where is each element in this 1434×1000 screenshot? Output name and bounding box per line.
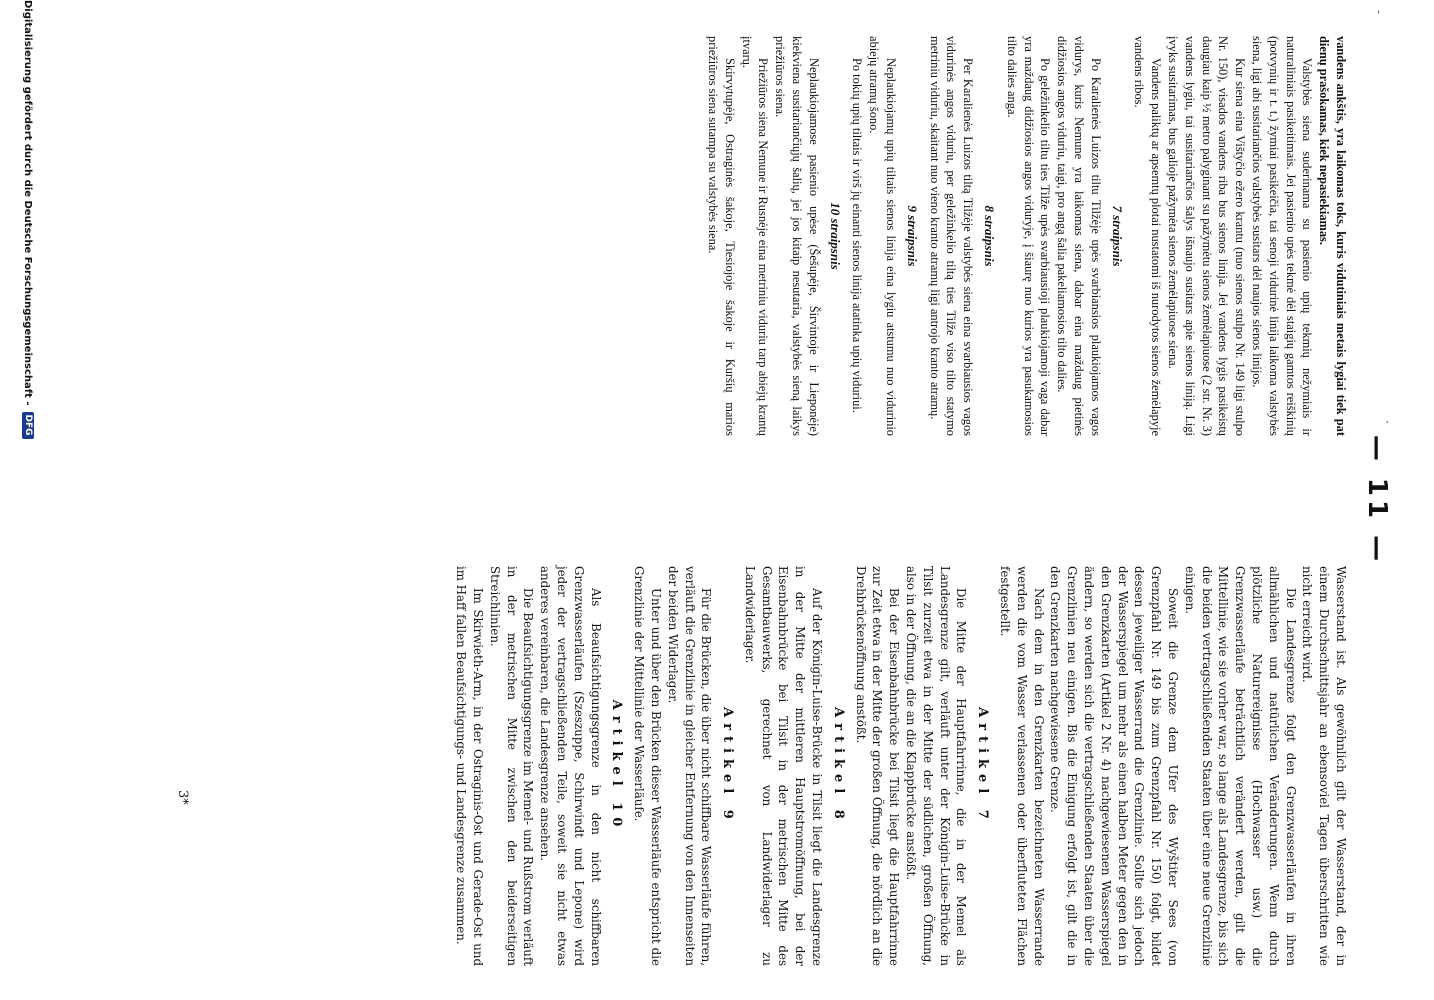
de-intro: Wasserstand ist. Als gewöhnlich gilt der Wasserstand, der in einem Durchschnittsjahr an ebensoviel Tagen überschritten wie nicht erreicht wird. [1300, 566, 1348, 966]
decorative-dash: - [1372, 10, 1386, 15]
de-paragraph: Die Mitte der Hauptfahrrinne, die in der Memel als Landesgrenze gilt, verläuft unter der Königin-Luise-Brücke in Tilsit zurzeit etwa in der Mitte der südlichen, großen Öffnung, also in der Öffnung, die an die Klappbrücke anstößt. [904, 566, 969, 966]
lt-paragraph: Po Karalienės Luizos tiltu Tilžėje upės svarbiansios plaukiojamos vagos vidurys, kuris Nemune yra laikomas siena, dabar eina maždaug pietinės didžiosios angos viduriu, taigi, pro angą šalia pakeliamosios tilto dalies. [1055, 36, 1103, 436]
de-paragraph: Im Skirwieth-Arm, in der Ostraginis-Ost und Gerade-Ost und im Haff fallen Beaufsichtigungs- und Landesgrenze zusammen. [454, 566, 485, 966]
lt-heading-7: 7 straipsnis [1109, 205, 1125, 267]
lithuanian-column [704, 36, 1349, 436]
lt-paragraph: Po tokių upių tiltais ir virš jų einanti sienos linija atatinka upių viduriui. [850, 58, 865, 413]
lt-paragraph: Skirvytupėje, Ostraginės šakoje, Tiesiojoje šakoje ir Kuršių marios priežiūros siena sutampa su valstybės siena. [706, 36, 737, 436]
german-column [452, 566, 1349, 966]
lt-paragraph: Neplaukiojamų upių tiltais sienos linija eina lygiu atstumu nuo vidurinio abiejų atramų šono. [867, 36, 899, 436]
de-paragraph: Als Beaufsichtigungsgrenze in den nicht schiffbaren Grenzwasserläufen (Szeszuppe, Schirwindt und Lepone) wird jeder der vertragschließenden Teile, soweit sie nicht etwas anderes vereinbaren, die Landesgrenze ansehen. [538, 566, 603, 966]
de-paragraph: Für die Brücken, die über nicht schiffbare Wasserläufe führen, verläuft die Grenzlinie in gleicher Entfernung von den Innenseiten der beiden Widerlager. [665, 566, 714, 966]
lt-heading-9: 9 straipsnis [904, 205, 920, 267]
de-paragraph: Die Landesgrenze folgt den Grenzwasserläufen in ihren allmählichen und natürlichen Veränderungen. Wenn durch plötzliche Naturereignisse (Hochwasser usw.) die Grenzwasserläufe beträchtlich verändert werden, gilt die Mittellinie, wie sie vorher war, so lange als Landesgrenze, bis sich die beiden vertragschließenden Staaten über eine neue Grenzlinie einigen. [1182, 566, 1298, 966]
lt-paragraph: Kur siena eina Vištyčio ežero krantu (nuo sienos stulpo Nr. 149 ligi stulpo Nr. 150), visados vandens riba bus sienos linija. Jei vandens lygis pasikeistų daugiau kaip ½ metro palyginant su pažymėtu sienos žemėlapiuose (2 str. Nr. 3) vandens lygiu, tai susitariančios šalys išnaujo susitars apie sienos liniją. Ligi įvyks susitarimas, bus galioje pažymėta sienos žemėlapiuose siena. [1166, 36, 1248, 436]
lt-paragraph: Vandens paliktų ar apsemtų plotai nustatomi iš nurodytos sienos žemėlapyje vandens ribos. [1132, 36, 1164, 436]
de-paragraph: Auf der Königin-Luise-Brücke in Tilsit liegt die Landesgrenze in der Mitte der mittleren Hauptstromöffnung, bei der Eisenbahnbrücke bei Tilsit in der metrischen Mitte des Gesamtbauwerks, gerechnet von Landwiderlager zu Landwiderlager. [742, 566, 825, 966]
digitization-note: Digitalisierung gefördert durch die Deutsche Forschungsgemeinschaft - [22, 0, 34, 406]
signature-mark: 3* [175, 790, 190, 805]
de-paragraph: Bei der Eisenbahnbrücke bei Tilsit liegt die Hauptfahrrinne zur Zeit etwa in der Mitte der großen Öffnung, die nördlich an die Drehbrückenöffnung anstößt. [853, 566, 902, 966]
de-heading-10: Artikel 10 [609, 699, 625, 833]
lt-paragraph: Valstybės siena suderinama su pasienio upių tekmių nežymiais ir naturaliniais pasikeitimais. Jei pasienio upės tekmė dėl staigių gamtos reiškinių (potvynių ir t. t.) žymiai pasikeičia, tai senoji vidurinė linija laikoma valstybės siena, ligi abi susitariančios valstybės susitars dėl naujos sienos linijos. [1250, 36, 1315, 436]
de-heading-8: Artikel 8 [830, 707, 846, 825]
page-number: — 11 — [1362, 434, 1392, 566]
lt-intro: vandens ankštis, yra laikomas toks, kuris vidutiniais metais lygiai tiek pat dienų prašokamas, kiek nepasiekiamas. [1317, 36, 1348, 436]
de-heading-7: Artikel 7 [975, 707, 991, 825]
digitization-footer [22, 0, 34, 1000]
lt-paragraph: Po geležinkelio tiltu ties Tilže upės svarbiausioji plaukiojamoji vaga dabar yra maždaug didžiosios angos viduryje, į šiaurę nuo kurios yra pasukamosios tilto dalies anga. [1004, 36, 1053, 436]
lt-heading-10: 10 straipsnis [827, 202, 843, 270]
de-paragraph: Soweit die Grenze dem Ufer des Wyštiter Sees (von Grenzpfahl Nr. 149 bis zum Grenzpfahl Nr. 150) folgt, bildet dessen jeweiliger Wasserrand die Grenzlinie. Sollte sich jedoch der Wasserspiegel um mehr als einen halben Meter gegen den in den Grenzkarten (Artikel 2 Nr. 4) nachgewiesenen Wasserspiegel ändern, so werden sich die vertragschließenden Staaten über die Grenzlinien neu einigen. Bis die Einigung erfolgt ist, gilt die in den Grenzkarten nachgewiesene Grenze. [1048, 566, 1181, 966]
lt-paragraph: Per Karalienės Luizos tiltą Tilžėje valstybės siena eina svarbiausios vagos vidurinės angos viduriu, per geležinkelio tiltą ties Tilže viso tilto statymo metriniu viduriu, skaitant nuo vieno kranto atramų ligi antrojo kranto atramų. [927, 36, 976, 436]
lt-heading-8: 8 straipsnis [982, 205, 998, 267]
de-paragraph: Nach dem in den Grenzkarten bezeichneten Wasserrande werden die vom Wasser verlassenen oder überfluteten Flächen festgestellt. [998, 566, 1046, 966]
lt-paragraph: Neplaukiojamose pasienio upėse (Šešupėje, Širvintoje ir Lieponėje) kiekviena susitariančiųjų šalių, jei jos kitaip nesutaria, valstybės sieną laikys priežiūros siena. [773, 36, 821, 436]
dfg-logo: DFG [22, 412, 34, 439]
lt-paragraph: Priežiūros siena Nemune ir Rusnėje eina metriniu viduriu tarp abiejų krantų įtvarų. [739, 36, 771, 436]
de-heading-9: Artikel 9 [720, 707, 736, 825]
de-paragraph: Die Beaufsichtigungsgrenze im Memel- und Rußstrom verläuft in der metrischen Mitte zwischen den beiderseitigen Streichlinien. [487, 566, 536, 966]
decorative-dot: · [1380, 420, 1394, 424]
de-paragraph: Unter und über den Brücken dieser Wasserläufe entspricht die Grenzlinie der Mittellinie der Wasserläufe. [632, 566, 663, 966]
